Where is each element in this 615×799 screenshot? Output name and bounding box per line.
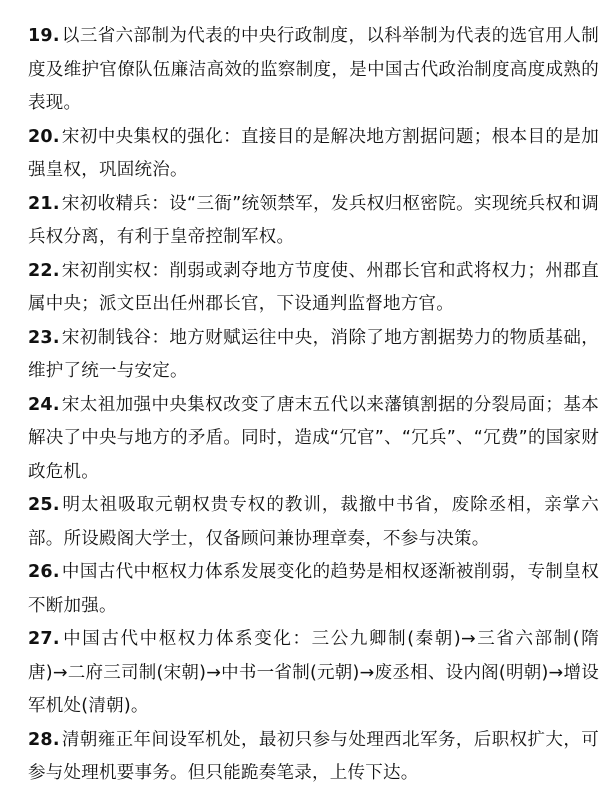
- item-20: [28, 121, 599, 188]
- item-text: 宋初削实权：削弱或剥夺地方节度使、州郡长官和武将权力；州郡直属中央；派文臣出任州郡长官，下设通判监督地方官。: [28, 260, 599, 314]
- item-text: 宋初中央集权的强化：直接目的是解决地方割据问题；根本目的是加强皇权，巩固统治。: [28, 126, 599, 180]
- item-25: [28, 489, 599, 556]
- item-text: 中国古代中枢权力体系发展变化的趋势是相权逐渐被削弱，专制皇权不断加强。: [28, 562, 599, 616]
- item-text: 宋初制钱谷：地方财赋运往中央，消除了地方割据势力的物质基础，维护了统一与安定。: [28, 327, 599, 381]
- item-19: [28, 20, 599, 121]
- item-text: 以三省六部制为代表的中央行政制度，以科举制为代表的选官用人制度及维护官僚队伍廉洁高效的监察制度，是中国古代政治制度高度成熟的表现。: [28, 26, 599, 113]
- item-text: 中国古代中枢权力体系变化：三公九卿制(秦朝)→三省六部制(隋唐)→二府三司制(宋朝)→中书一省制(元朝)→废丞相、设内阁(明朝)→增设军机处(清朝)。: [28, 629, 599, 716]
- item-text: 明太祖吸取元朝权贵专权的教训，裁撤中书省，废除丞相，亲掌六部。所设殿阁大学士，仅备顾问兼协理章奏，不参与决策。: [28, 495, 599, 549]
- item-number: 25.: [28, 495, 60, 515]
- item-number: 28.: [28, 729, 60, 750]
- item-text: 宋太祖加强中央集权改变了唐末五代以来藩镇割据的分裂局面；基本解决了中央与地方的矛盾。同时，造成“冗官”、“冗兵”、“冗费”的国家财政危机。: [28, 394, 599, 482]
- item-number: 20.: [28, 126, 60, 147]
- item-26: [28, 556, 599, 623]
- item-23: [28, 322, 599, 389]
- item-number: 27.: [28, 629, 60, 649]
- item-27: [28, 623, 599, 724]
- item-number: 19.: [28, 26, 60, 46]
- item-28: [28, 724, 599, 791]
- item-text: 宋初收精兵：设“三衙”统领禁军，发兵权归枢密院。实现统兵权和调兵权分离，有利于皇帝控制军权。: [28, 193, 599, 247]
- item-22: [28, 255, 599, 322]
- item-number: 21.: [28, 193, 60, 214]
- item-text: 清朝雍正年间设军机处，最初只参与处理西北军务，后职权扩大，可参与处理机要事务。但只能跪奏笔录，上传下达。: [28, 729, 599, 783]
- item-number: 22.: [28, 260, 60, 281]
- item-number: 23.: [28, 327, 60, 348]
- item-number: 24.: [28, 394, 60, 415]
- item-24: [28, 389, 599, 490]
- item-number: 26.: [28, 562, 60, 582]
- item-21: [28, 188, 599, 255]
